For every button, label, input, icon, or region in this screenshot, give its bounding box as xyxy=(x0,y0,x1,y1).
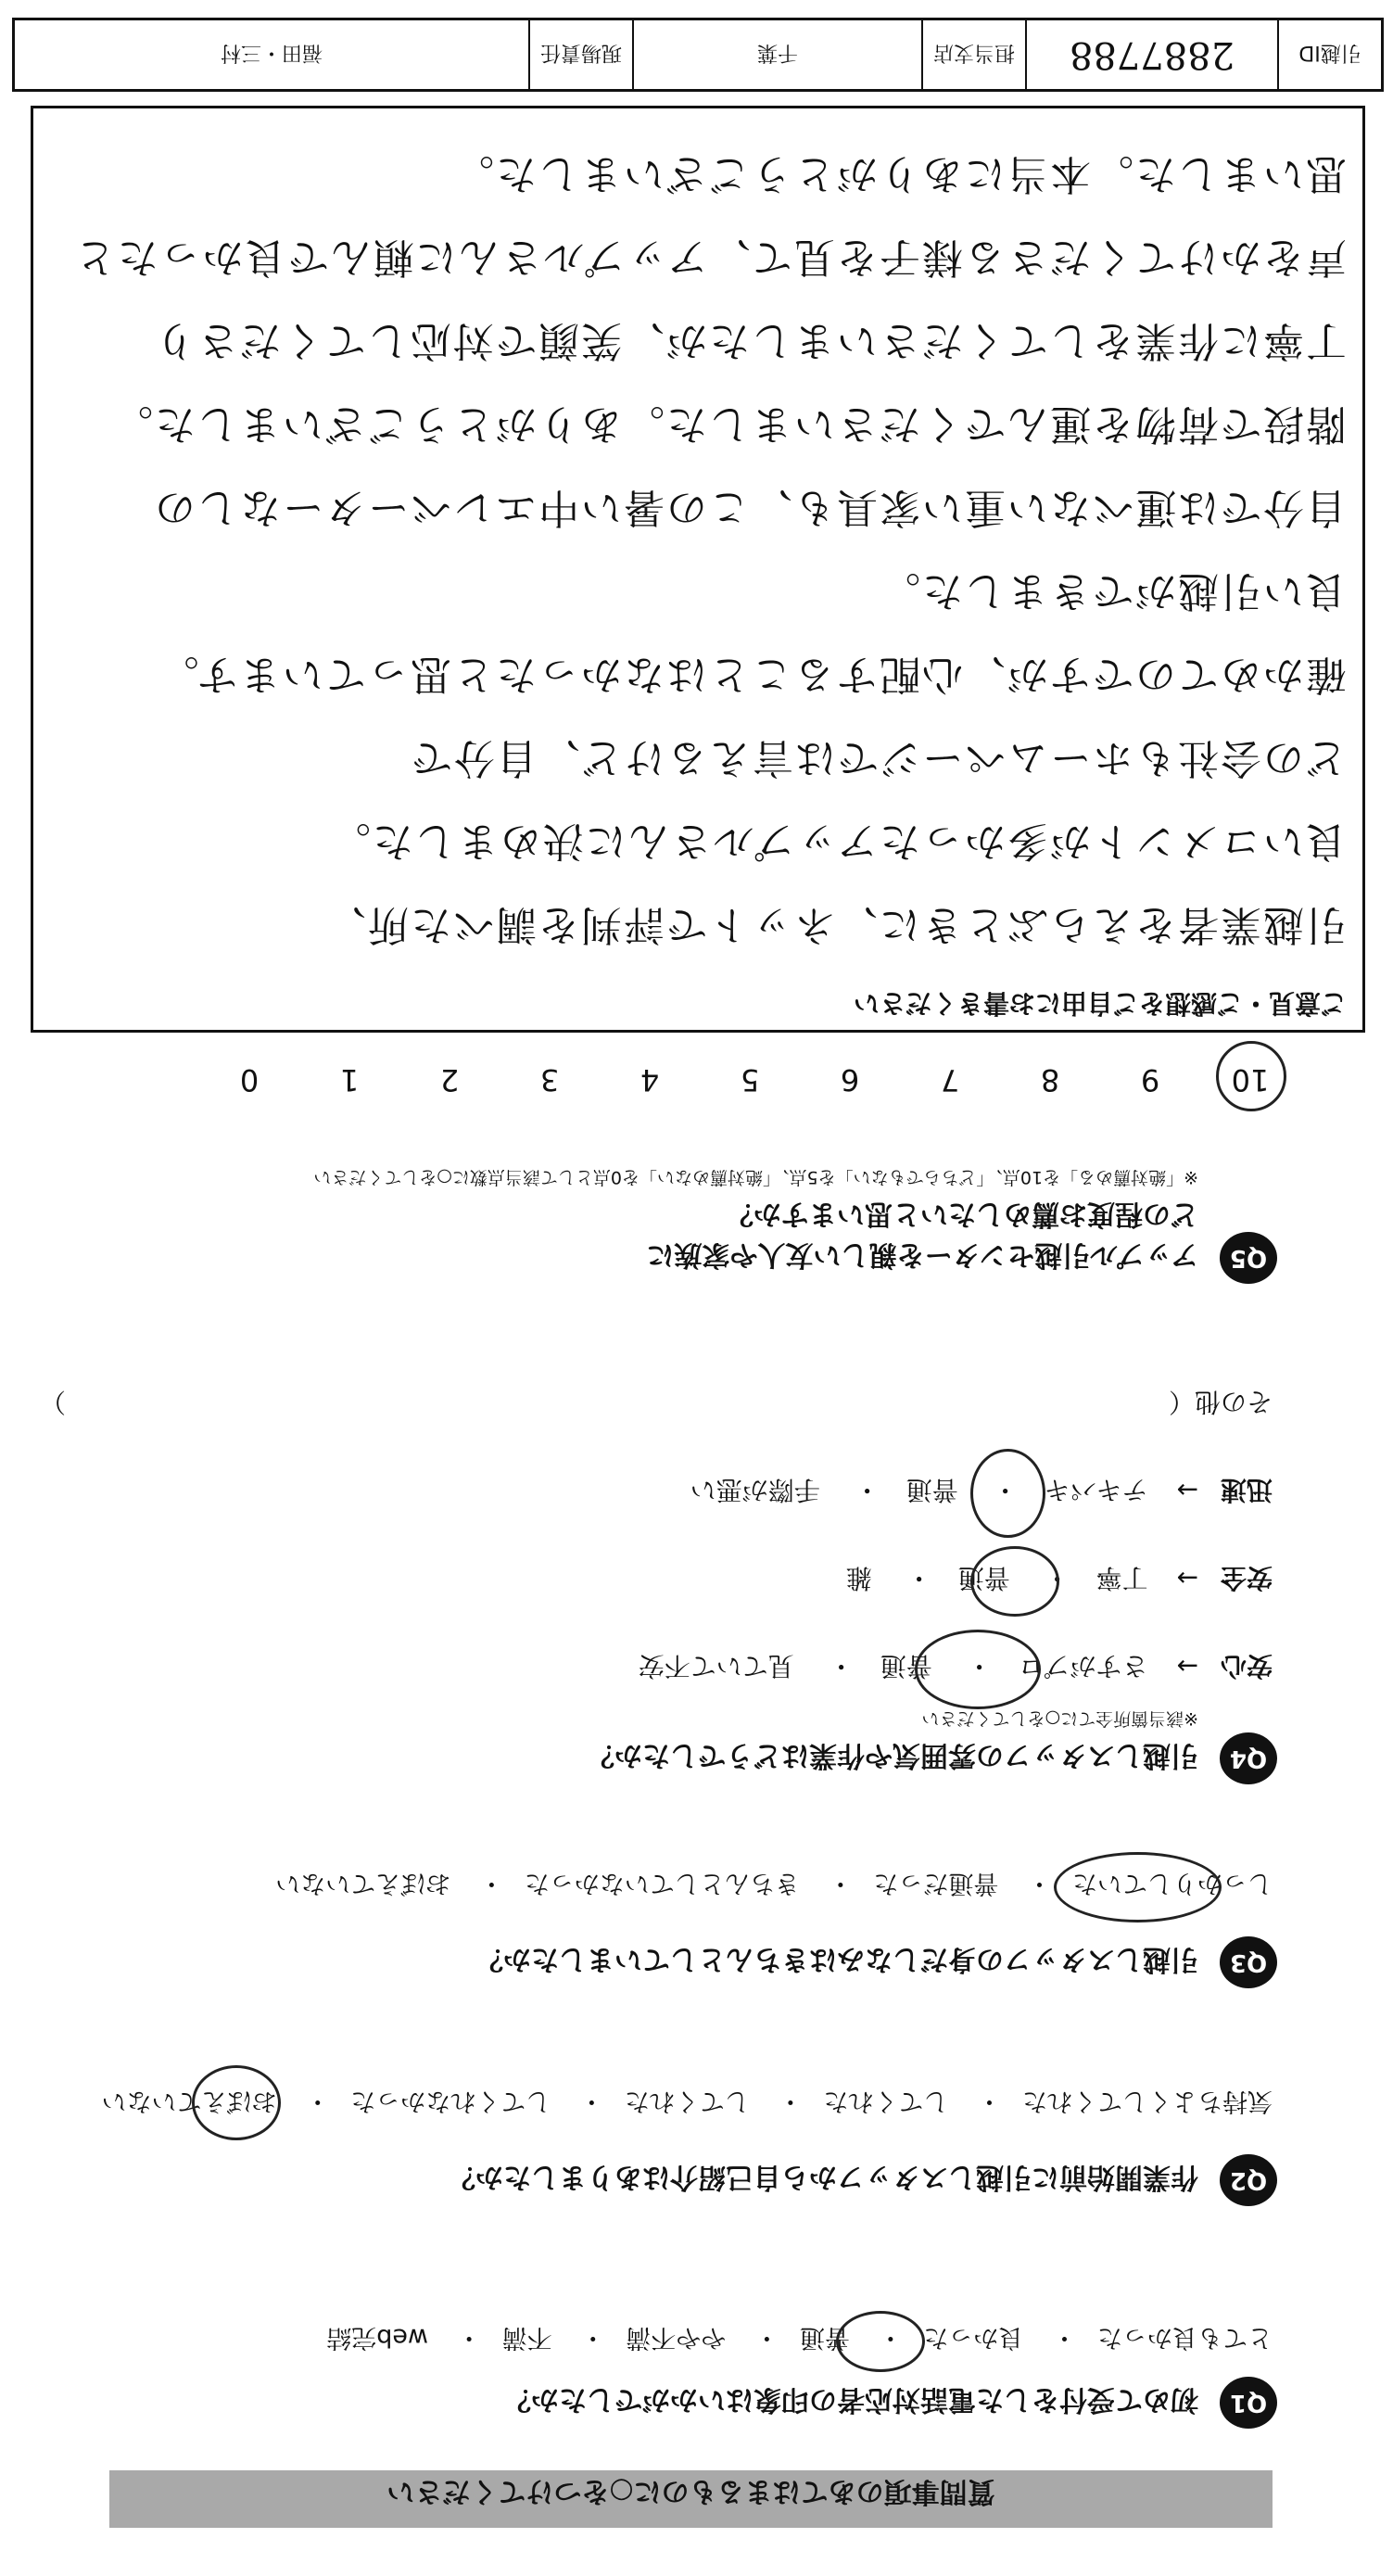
option[interactable]: さすがプロ xyxy=(1018,1651,1148,1681)
q4-jinsoku-circle xyxy=(970,1449,1045,1538)
option[interactable]: 手際が悪い xyxy=(690,1475,820,1505)
q4-row-anzen: 安全→ 丁寧・ 普通・ 雑 xyxy=(846,1561,1273,1598)
option[interactable]: しっかりしていた xyxy=(1072,1869,1273,1897)
option[interactable]: おぼえていない xyxy=(101,2087,277,2115)
q5-scale xyxy=(199,1062,1300,1098)
branch-label: 担当支店 xyxy=(921,20,1025,89)
instruction-bar xyxy=(109,2470,1273,2528)
q4-other xyxy=(40,1385,1273,1422)
scale-value[interactable]: 4 xyxy=(640,1062,660,1098)
q2-text: 作業開始前に引越しスタッフから自己紹介はありましたか？ xyxy=(448,2161,1198,2193)
scale-value[interactable]: 10 xyxy=(1231,1062,1270,1098)
q3-options: しっかりしていた・ 普通だった・ きちんとしていなかった・ おぼえていない xyxy=(275,1869,1273,1897)
comment-line: 良い引越ができました。 xyxy=(878,567,1347,615)
q3-answer-circle xyxy=(1054,1852,1222,1922)
scale-value[interactable]: 7 xyxy=(940,1062,960,1098)
instruction-text: 質問事項のあてはまるものに○をつけてください xyxy=(386,2475,995,2507)
comment-heading: ご意見・ご感想をご自由にお書きください xyxy=(853,988,1347,1019)
option[interactable]: してくれた xyxy=(823,2087,949,2115)
scale-value[interactable]: 0 xyxy=(239,1062,260,1098)
q1-answer-circle xyxy=(836,2311,925,2372)
option[interactable]: してくれなかった xyxy=(350,2087,551,2115)
other-label: その他（ xyxy=(1168,1387,1273,1417)
other-close: ） xyxy=(40,1387,67,1417)
q4-note: ※該当箇所全てに○をしてください xyxy=(921,1708,1198,1729)
question-1 xyxy=(37,2382,1268,2423)
option[interactable]: 普通 xyxy=(799,2323,850,2352)
q5-text: アップル引越センターを親しい友人や家族にどの程度お薦めしたいと思いますか？ xyxy=(646,1198,1198,1271)
q5-note: ※「絶対薦める」を10点、「どちらでもない」を5点、「絶対薦めない」を0点として該当点数に○をしてください xyxy=(313,1167,1198,1187)
comment-line: 思いました。本当にありがとうございました。 xyxy=(451,150,1347,197)
question-2 xyxy=(37,2160,1268,2201)
id-label: 引越ID xyxy=(1277,20,1381,89)
q2-answer-circle xyxy=(192,2065,281,2140)
leader-value: 福田・三村 xyxy=(221,41,323,65)
option[interactable]: 気持ちよくしてくれた xyxy=(1022,2087,1273,2115)
comment-line: どの会社もホームページでは言えるけど、自分で xyxy=(409,734,1347,781)
comment-line: 確かめてのですが、心配することはなかったと思っています。 xyxy=(156,651,1347,698)
option[interactable]: 普通 xyxy=(957,1563,1010,1593)
q3-text: 引越しスタッフの身だしなみはきちんとしていましたか？ xyxy=(475,1943,1198,1975)
scale-value[interactable]: 5 xyxy=(740,1062,760,1098)
q4-anshin-circle xyxy=(915,1630,1041,1709)
q4-row-anshin: 安心→ さすがプロ・ 普通・ 見ていて不安 xyxy=(639,1649,1273,1686)
option[interactable]: してくれた xyxy=(624,2087,750,2115)
comment-line: 良いコメントが多かったアップルさんに決めました。 xyxy=(327,818,1347,865)
comment-line: 声をかけてくださる様子を見て、アップルさんに頼んで良かったと xyxy=(72,234,1347,281)
option[interactable]: 普通 xyxy=(905,1475,958,1505)
question-5 xyxy=(37,1166,1268,1278)
q1-options: とても良かった・ 良かった・ 普通・ やや不満・ 不満・ web完結 xyxy=(326,2323,1273,2352)
option[interactable]: 普通だった xyxy=(873,1869,999,1897)
option[interactable]: テキパキ xyxy=(1044,1475,1148,1505)
comment-line: 丁寧に作業をしてくださいましたが、笑顔で対応してくださり xyxy=(153,317,1347,364)
comment-line: 階段で荷物を運んでくださいました。ありがとうございました。 xyxy=(110,400,1347,448)
scale-value[interactable]: 2 xyxy=(439,1062,460,1098)
option[interactable]: とても良かった xyxy=(1097,2323,1273,2352)
q4-text: 引越しスタッフの雰囲気や作業はどうでしたか？ xyxy=(587,1739,1198,1771)
question-4 xyxy=(37,1707,1268,1779)
option[interactable]: やや不満 xyxy=(626,2323,727,2352)
question-3 xyxy=(37,1942,1268,1983)
branch-value: 千葉 xyxy=(632,20,921,89)
option[interactable]: 良かった xyxy=(923,2323,1024,2352)
footer-table xyxy=(12,18,1384,92)
q2-options: 気持ちよくしてくれた・ してくれた・ してくれた・ してくれなかった・ おぼえていない xyxy=(101,2087,1273,2115)
option[interactable]: web完結 xyxy=(326,2323,429,2352)
option[interactable]: 丁寧 xyxy=(1095,1563,1148,1593)
scale-value[interactable]: 9 xyxy=(1140,1062,1160,1098)
q4-row-jinsoku: 迅速→ テキパキ・ 普通・ 手際が悪い xyxy=(690,1473,1273,1510)
q5-badge: Q5 xyxy=(1220,1232,1277,1284)
q3-badge: Q3 xyxy=(1220,1936,1277,1988)
q1-text: 初めて受付をした電話対応者の印象はいかがでしたか？ xyxy=(503,2383,1198,2416)
q1-badge: Q1 xyxy=(1220,2377,1277,2429)
comment-line: 引越業者をえらぶときに、ネットで評判を調べた所、 xyxy=(323,901,1347,948)
row-label: 安心 xyxy=(1220,1651,1273,1681)
option[interactable]: きちんとしていなかった xyxy=(524,1869,800,1897)
option[interactable]: 雑 xyxy=(845,1563,872,1593)
scale-value[interactable]: 3 xyxy=(539,1062,560,1098)
leader-label: 現場責任 xyxy=(528,20,632,89)
scale-value[interactable]: 1 xyxy=(339,1062,360,1098)
row-label: 迅速 xyxy=(1220,1475,1273,1505)
row-label: 安全 xyxy=(1220,1563,1273,1593)
q4-badge: Q4 xyxy=(1220,1732,1277,1784)
q2-badge: Q2 xyxy=(1220,2154,1277,2206)
option[interactable]: 見ていて不安 xyxy=(638,1651,794,1681)
comment-line: 自分では運べない重い家具も、この暑い中エレベーターなしの xyxy=(153,484,1347,531)
q5-answer-circle xyxy=(1216,1041,1286,1111)
option[interactable]: 普通 xyxy=(880,1651,932,1681)
id-value: 2887788 xyxy=(1025,20,1277,89)
option[interactable]: おぼえていない xyxy=(275,1869,451,1897)
q4-anzen-circle xyxy=(970,1546,1059,1617)
scale-value[interactable]: 8 xyxy=(1040,1062,1060,1098)
option[interactable]: 不満 xyxy=(501,2323,552,2352)
scale-value[interactable]: 6 xyxy=(840,1062,860,1098)
